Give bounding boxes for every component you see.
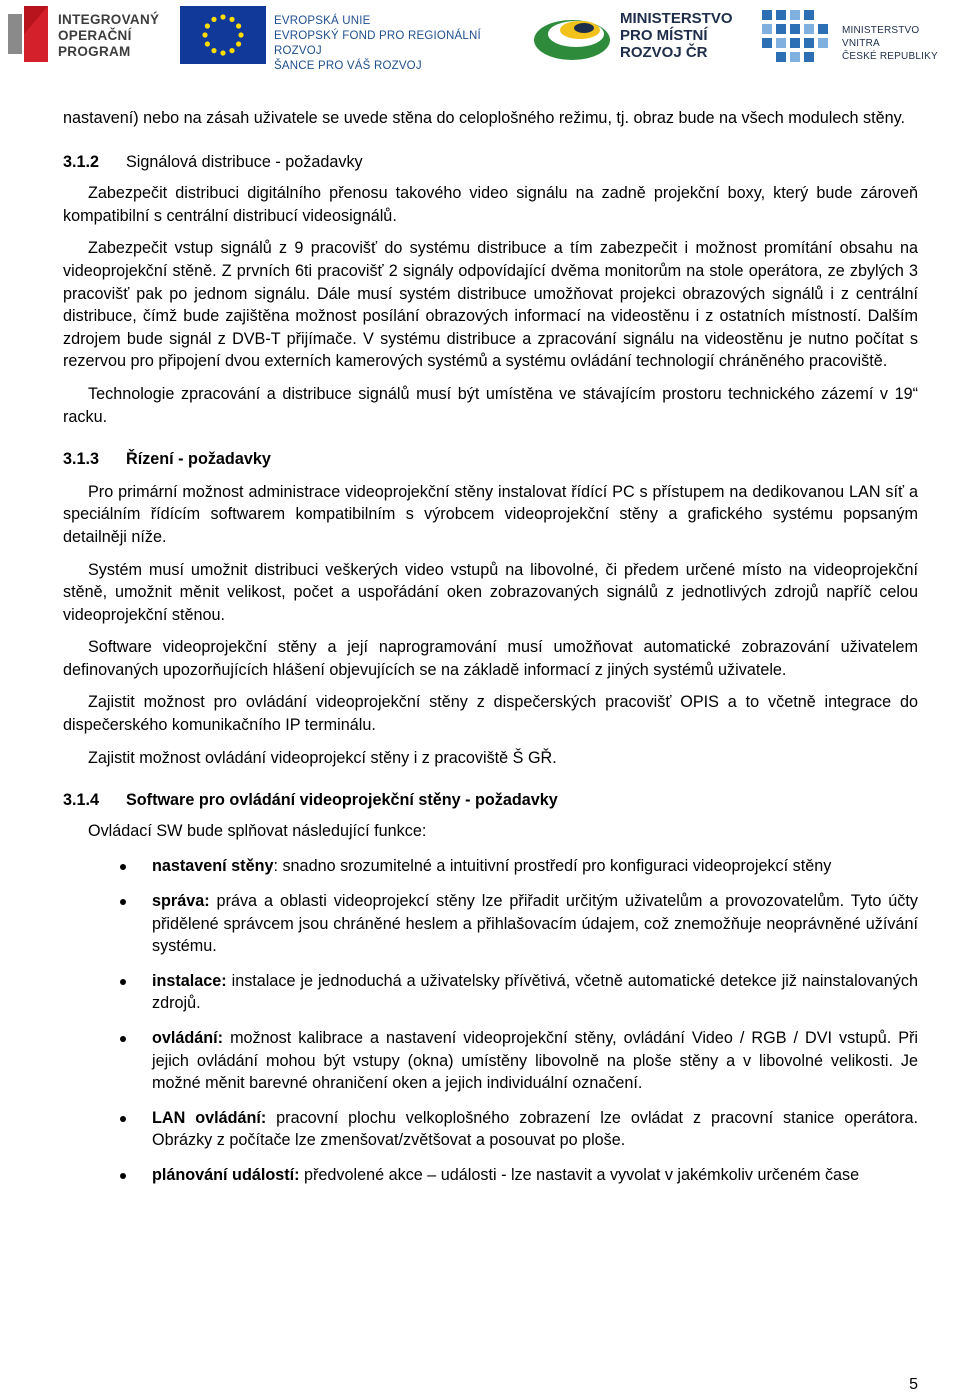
iop-line-1: INTEGROVANÝ (58, 12, 160, 27)
iop-line-3: PROGRAM (58, 44, 131, 59)
mmr-line-2: PRO MÍSTNÍ (620, 27, 708, 44)
page-number: 5 (909, 1376, 918, 1393)
eu-logo (180, 6, 520, 72)
intro-paragraph: nastavení) nebo na zásah uživatele se uvede stěna do celoplošného režimu, tj. obraz bude na všech modulech stěny. (63, 109, 905, 127)
item-term: instalace: (152, 971, 227, 990)
item-term: ovládání: (152, 1029, 224, 1047)
s313-paragraph-2: Systém musí umožnit distribuci veškerých video vstupů na libovolné, či předem určené místo na videoprojekční stěně, umožnit měnit velikost, počet a uspořádání oken zobrazovaných signálů z jednotlivých zdrojů napříč celou videoprojekční stěnou. (63, 560, 918, 624)
item-text: pracovní plochu velkoplošného zobrazení lze ovládat z pracovní stanice operátora. Obrázky z počítače lze zmenšovat/zvětšovat a posouvat po ploše. (152, 1108, 918, 1150)
iop-logo (8, 6, 168, 64)
s313-paragraph-3: Software videoprojekční stěny a její naprogramování musí umožňovat automatické zobrazování uživatelem definovaných upozorňujících hlášení objevujících se na základě informací z jiných systémů uživatele. (63, 638, 918, 679)
bullet-icon (120, 979, 126, 985)
mmr-emblem-icon (532, 10, 614, 62)
mmr-logo (532, 6, 750, 66)
item-text: instalace je jednoduchá a uživatelsky přívětivá, včetně automatické detekce již nainstalovaných zdrojů. (152, 971, 918, 1013)
item-term: správa: (152, 892, 210, 911)
section-title: Signálová distribuce - požadavky (126, 152, 363, 171)
mv-line-2: ČESKÉ REPUBLIKY (842, 51, 938, 62)
document-body (63, 107, 918, 1187)
section-number: 3.1.3 (63, 450, 100, 469)
mmr-line-3: ROZVOJ ČR (620, 44, 708, 61)
s314-intro: Ovládací SW bude splňovat následující funkce: (88, 821, 427, 840)
bullet-icon (120, 899, 126, 905)
s312-paragraph-2: Zabezpečit vstup signálů z 9 pracovišť do systému distribuce a tím zabezpečit i možnost promítání obsahu na videoprojekční stěně. Z prvních 6ti pracovišť 2 signály odpovídající dvěma monitorům na stole operátora, ze zbylých 3 pracovišť pak po jednom signálu. Dále musí systém distribuce umožňovat projekci obrazových signálů i z centrální distribuce, čímž bude zajištěna možnost posílání obrazových informací na videostěnu i z ostatních místností. Dalším zdrojem bude signál z DVB-T přijímače. V systému distribuce a zpracování signálu na videostěnu je nutno počítat s rezervou pro připojení dvou externích kamerových systémů a systému ovládání technologií chráněného pracoviště. (63, 239, 918, 371)
item-term: plánování událostí: (152, 1165, 300, 1184)
item-text: : snadno srozumitelné a intuitivní prostředí pro konfiguraci videoprojekcí stěny (273, 857, 832, 876)
page-header (0, 0, 960, 72)
item-text: předvolené akce – události - lze nastavit a vyvolat v jakémkoliv určeném čase (299, 1165, 860, 1184)
bullet-icon (120, 1173, 126, 1179)
s313-paragraph-1: Pro primární možnost administrace videoprojekční stěny instalovat řídící PC s přístupem na dedikovanou LAN síť a speciálním řídícím softwarem kompatibilním s výrobcem videoprojekční stěny a grafického systému popsaným detailněji níže. (63, 482, 918, 546)
item-text: práva a oblasti videoprojekcí stěny lze přiřadit určitým uživatelům a provozovatelům. Tyto účty přidělené správcem jsou chráněné heslem a přihlašovacím údajem, což znemožňuje neoprávněné užívání systému. (152, 892, 918, 956)
bullet-icon (120, 864, 126, 870)
list-item (63, 855, 918, 878)
mmr-line-1: MINISTERSTVO (620, 10, 733, 27)
section-3-1-2-heading (63, 151, 918, 174)
section-number: 3.1.4 (63, 791, 100, 810)
eu-flag-icon (180, 6, 266, 64)
mv-grid-emblem-icon (760, 8, 836, 64)
iop-line-2: OPERAČNÍ (58, 28, 132, 43)
s313-paragraph-4: Zajistit možnost pro ovládání videoprojekční stěny z dispečerských pracovišť OPIS a to včetně integrace do dispečerského komunikačního IP terminálu. (63, 693, 918, 735)
bullet-icon (120, 1116, 126, 1122)
section-title: Řízení - požadavky (126, 450, 271, 469)
list-item (63, 1107, 918, 1152)
list-item (63, 1164, 918, 1187)
section-3-1-4-heading (63, 789, 918, 812)
eu-line-1: EVROPSKÁ UNIE (274, 15, 371, 27)
s312-paragraph-3: Technologie zpracování a distribuce signálů musí být umístěna ve stávajícím prostoru technického zázemí v 19“ racku. (63, 384, 918, 426)
s312-paragraph-1: Zabezpečit distribuci digitálního přenosu takového video signálu na zadně projekční boxy, který bude zároveň kompatibilní s centrální distribucí videosignálů. (63, 184, 918, 225)
eu-line-3: ŠANCE PRO VÁŠ ROZVOJ (274, 60, 422, 72)
mv-logo (760, 6, 960, 66)
mv-line-1: MINISTERSTVO VNITRA (842, 25, 920, 49)
item-term: nastavení stěny (152, 857, 274, 876)
section-3-1-3-heading (63, 448, 918, 471)
function-list (63, 855, 918, 1186)
item-term: LAN ovládání: (152, 1108, 267, 1127)
eu-line-2: EVROPSKÝ FOND PRO REGIONÁLNÍ ROZVOJ (274, 30, 481, 57)
item-text: možnost kalibrace a nastavení videoprojekční stěny, ovládání Video / RGB / DVI vstupů. Při jejich ovládání mohou být vstupy (okna) umístěny libovolně na ploše stěny a v libovolné velikosti. Je možné měnit barevné ohraničení oken a jejich individuální označení. (152, 1029, 918, 1093)
section-number: 3.1.2 (63, 152, 100, 171)
s313-paragraph-5: Zajistit možnost ovládání videoprojekcí stěny i z pracoviště Š GŘ. (88, 748, 557, 767)
iop-emblem-icon (8, 6, 50, 62)
section-title: Software pro ovládání videoprojekční stěny - požadavky (126, 791, 558, 810)
list-item (63, 1027, 918, 1095)
list-item (63, 890, 918, 958)
bullet-icon (120, 1036, 126, 1042)
list-item (63, 970, 918, 1015)
